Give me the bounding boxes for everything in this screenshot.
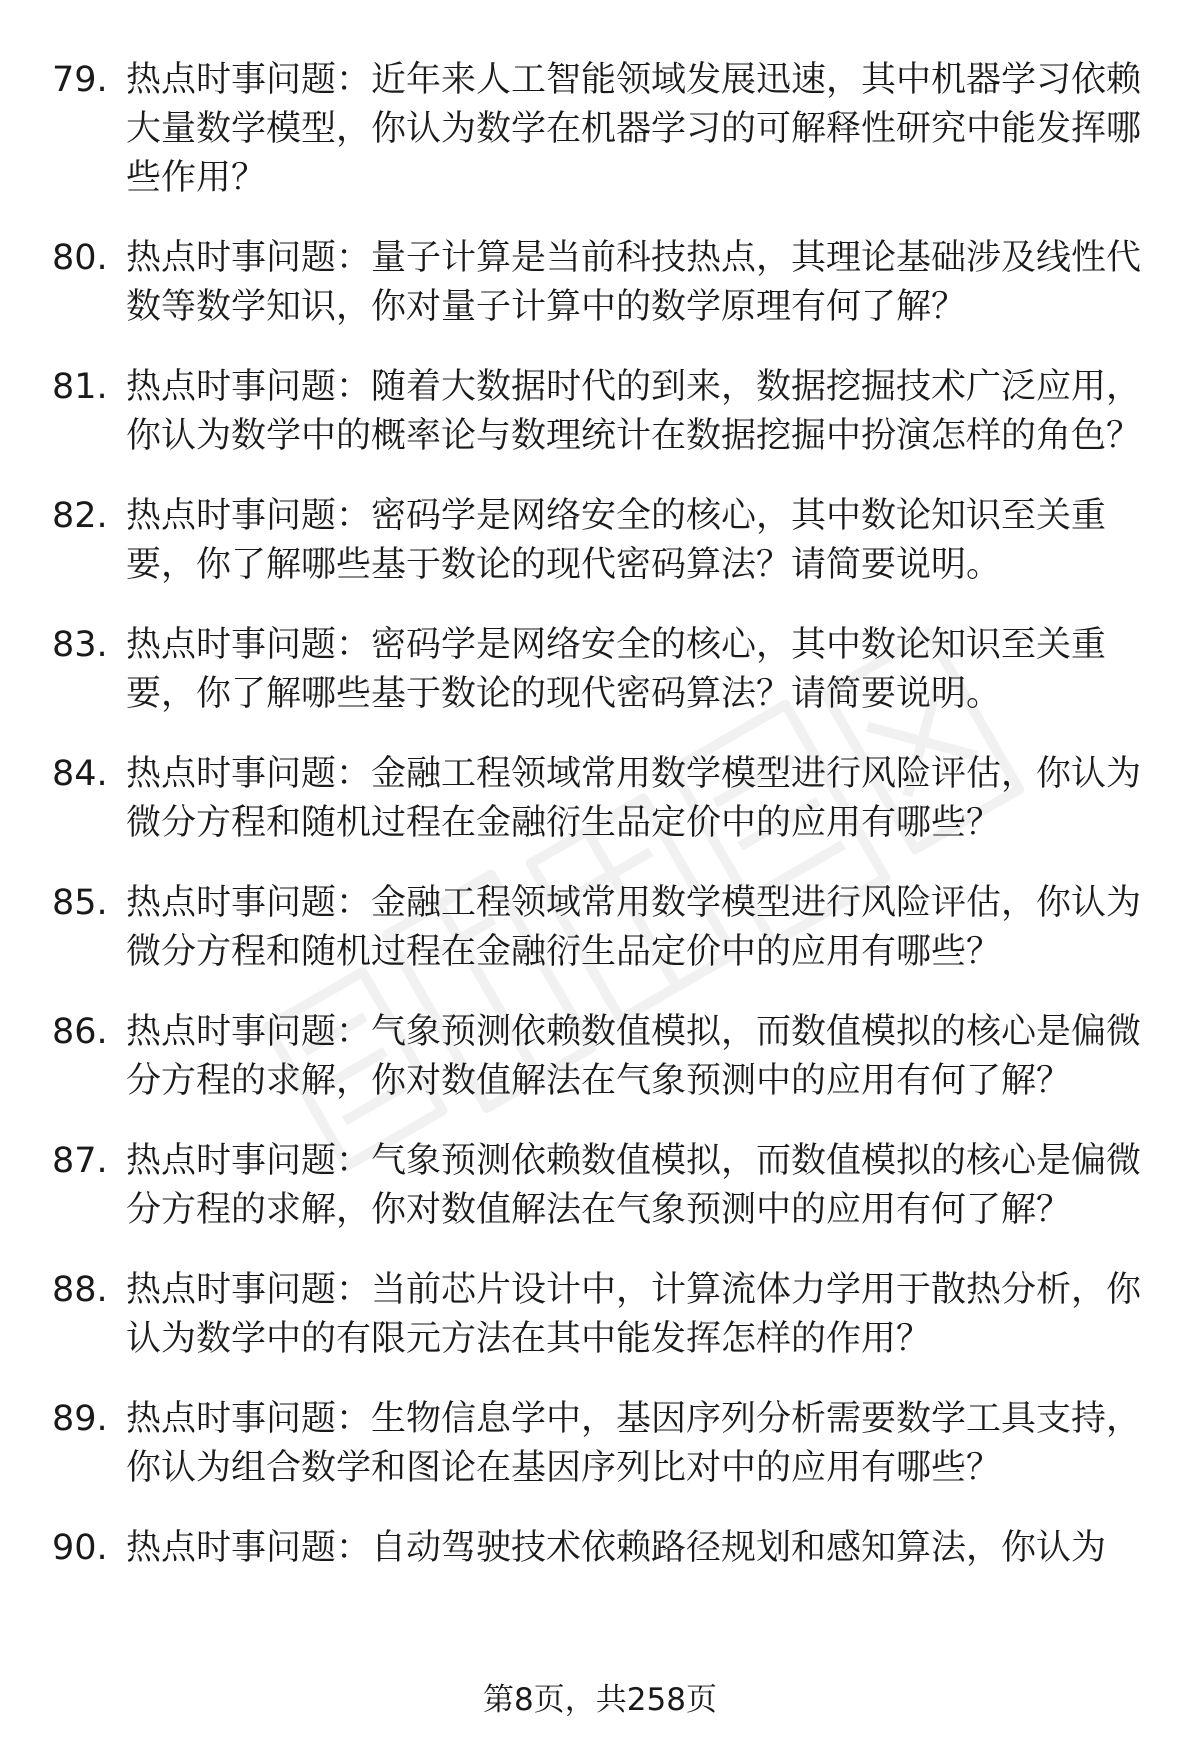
question-text: 热点时事问题：量子计算是当前科技热点，其理论基础涉及线性代数等数学知识，你对量子计算中的数学原理有何了解？	[126, 238, 1142, 327]
question-text: 热点时事问题：金融工程领域常用数学模型进行风险评估，你认为微分方程和随机过程在金融衍生品定价中的应用有哪些？	[126, 883, 1142, 972]
question-text: 热点时事问题：生物信息学中，基因序列分析需要数学工具支持，你认为组合数学和图论在基因序列比对中的应用有哪些？	[126, 1399, 1142, 1488]
question-text: 热点时事问题：自动驾驶技术依赖路径规划和感知算法，你认为	[126, 1528, 1107, 1568]
question-text: 热点时事问题：当前芯片设计中，计算流体力学用于散热分析，你认为数学中的有限元方法在其中能发挥怎样的作用？	[126, 1270, 1142, 1359]
question-number: 82.	[52, 496, 108, 536]
question-item	[52, 234, 1152, 332]
question-item	[52, 363, 1152, 461]
question-item	[52, 1266, 1152, 1364]
question-number: 89.	[52, 1399, 108, 1439]
question-number: 87.	[52, 1141, 108, 1181]
question-item	[52, 1395, 1152, 1493]
question-number: 83.	[52, 625, 108, 665]
question-number: 85.	[52, 883, 108, 923]
question-item	[52, 1137, 1152, 1235]
question-list	[52, 56, 1152, 1573]
page-footer	[0, 1680, 1200, 1720]
question-number: 80.	[52, 238, 108, 278]
question-item	[52, 56, 1152, 203]
question-number: 79.	[52, 60, 108, 100]
question-text: 热点时事问题：密码学是网络安全的核心，其中数论知识至关重要，你了解哪些基于数论的现代密码算法？请简要说明。	[126, 625, 1107, 714]
question-text: 热点时事问题：密码学是网络安全的核心，其中数论知识至关重要，你了解哪些基于数论的现代密码算法？请简要说明。	[126, 496, 1107, 585]
question-item	[52, 879, 1152, 977]
question-item	[52, 750, 1152, 848]
question-number: 86.	[52, 1012, 108, 1052]
question-item	[52, 1524, 1152, 1573]
question-text: 热点时事问题：随着大数据时代的到来，数据挖掘技术广泛应用，你认为数学中的概率论与数理统计在数据挖掘中扮演怎样的角色？	[126, 367, 1142, 456]
question-number: 88.	[52, 1270, 108, 1310]
question-item	[52, 621, 1152, 719]
question-number: 81.	[52, 367, 108, 407]
page-number-label: 第8页，共258页	[483, 1682, 717, 1718]
question-text: 热点时事问题：气象预测依赖数值模拟，而数值模拟的核心是偏微分方程的求解，你对数值解法在气象预测中的应用有何了解？	[126, 1141, 1142, 1230]
question-item	[52, 492, 1152, 590]
question-text: 热点时事问题：气象预测依赖数值模拟，而数值模拟的核心是偏微分方程的求解，你对数值解法在气象预测中的应用有何了解？	[126, 1012, 1142, 1101]
question-number: 84.	[52, 754, 108, 794]
question-text: 热点时事问题：金融工程领域常用数学模型进行风险评估，你认为微分方程和随机过程在金融衍生品定价中的应用有哪些？	[126, 754, 1142, 843]
question-number: 90.	[52, 1528, 108, 1568]
question-item	[52, 1008, 1152, 1106]
question-text: 热点时事问题：近年来人工智能领域发展迅速，其中机器学习依赖大量数学模型，你认为数学在机器学习的可解释性研究中能发挥哪些作用？	[126, 60, 1142, 198]
